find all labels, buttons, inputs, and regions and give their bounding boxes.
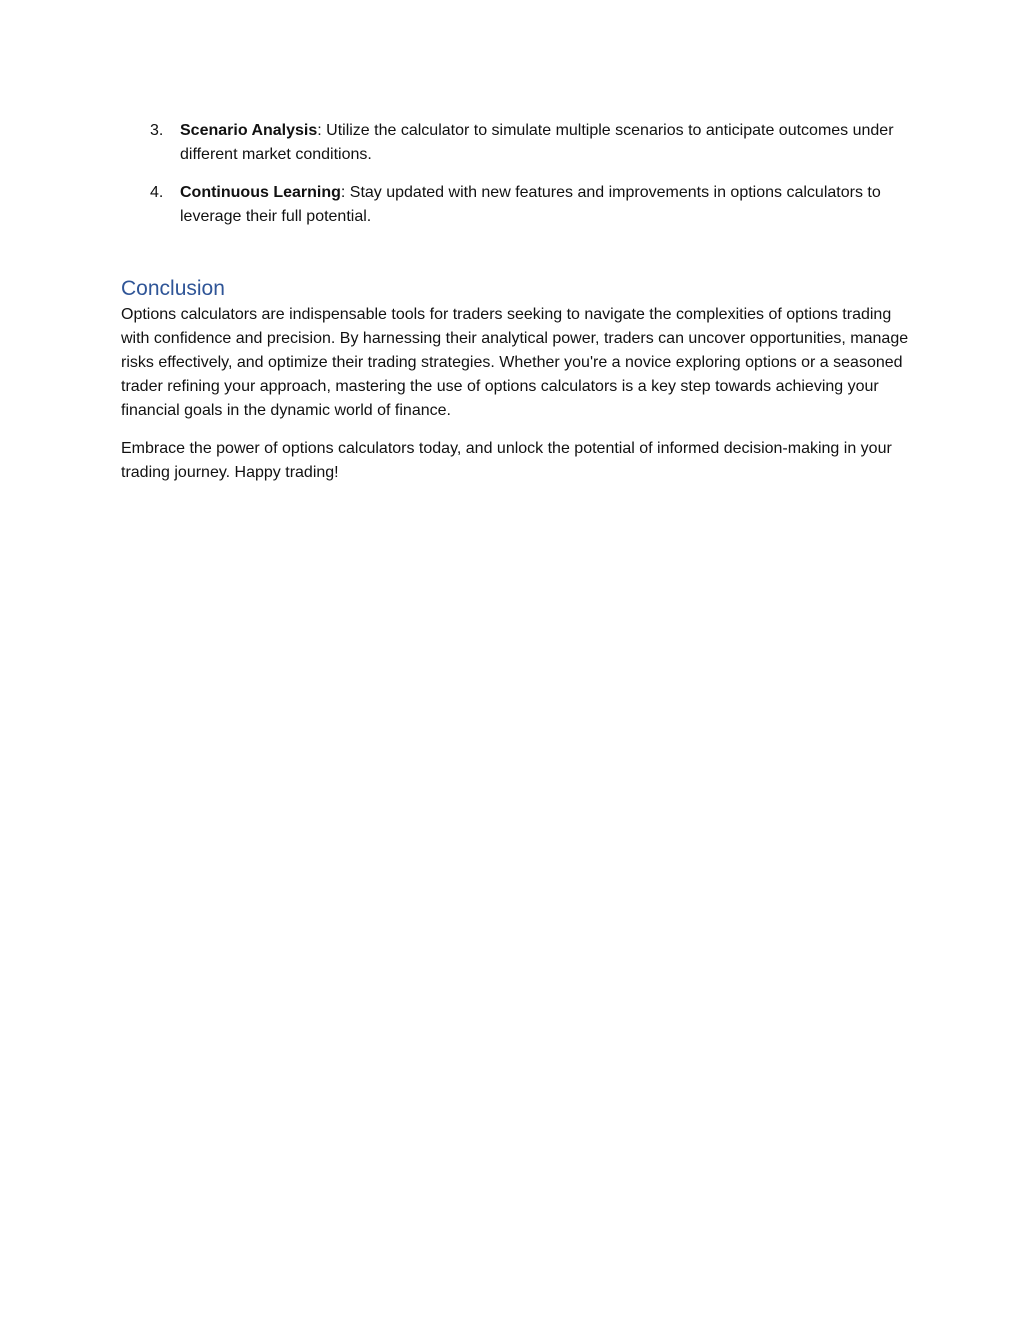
list-item-text: : Stay updated with new features and improvements in options calculators to leverage their full potential. [180, 184, 881, 225]
list-item-text: : Utilize the calculator to simulate multiple scenarios to anticipate outcomes under different market conditions. [180, 122, 894, 163]
section-heading-conclusion: Conclusion [121, 277, 225, 300]
conclusion-paragraph: Embrace the power of options calculators today, and unlock the potential of informed decision-making in your trading journey. Happy trading! [121, 440, 892, 481]
list-item [121, 119, 911, 167]
list-item-term: Scenario Analysis [180, 122, 318, 139]
conclusion-paragraph: Options calculators are indispensable tools for traders seeking to navigate the complexities of options trading with confidence and precision. By harnessing their analytical power, traders can uncover opportunities, manage risks effectively, and optimize their trading strategies. Whether you're a novice exploring options or a seasoned trader refining your approach, mastering the use of options calculators is a key step towards achieving your financial goals in the dynamic world of finance. [121, 306, 909, 419]
list-item-number: 3. [150, 122, 164, 139]
list-item-term: Continuous Learning [180, 184, 341, 201]
document-content [121, 119, 911, 499]
numbered-list [121, 119, 911, 229]
list-item [121, 181, 911, 229]
list-item-number: 4. [150, 184, 164, 201]
